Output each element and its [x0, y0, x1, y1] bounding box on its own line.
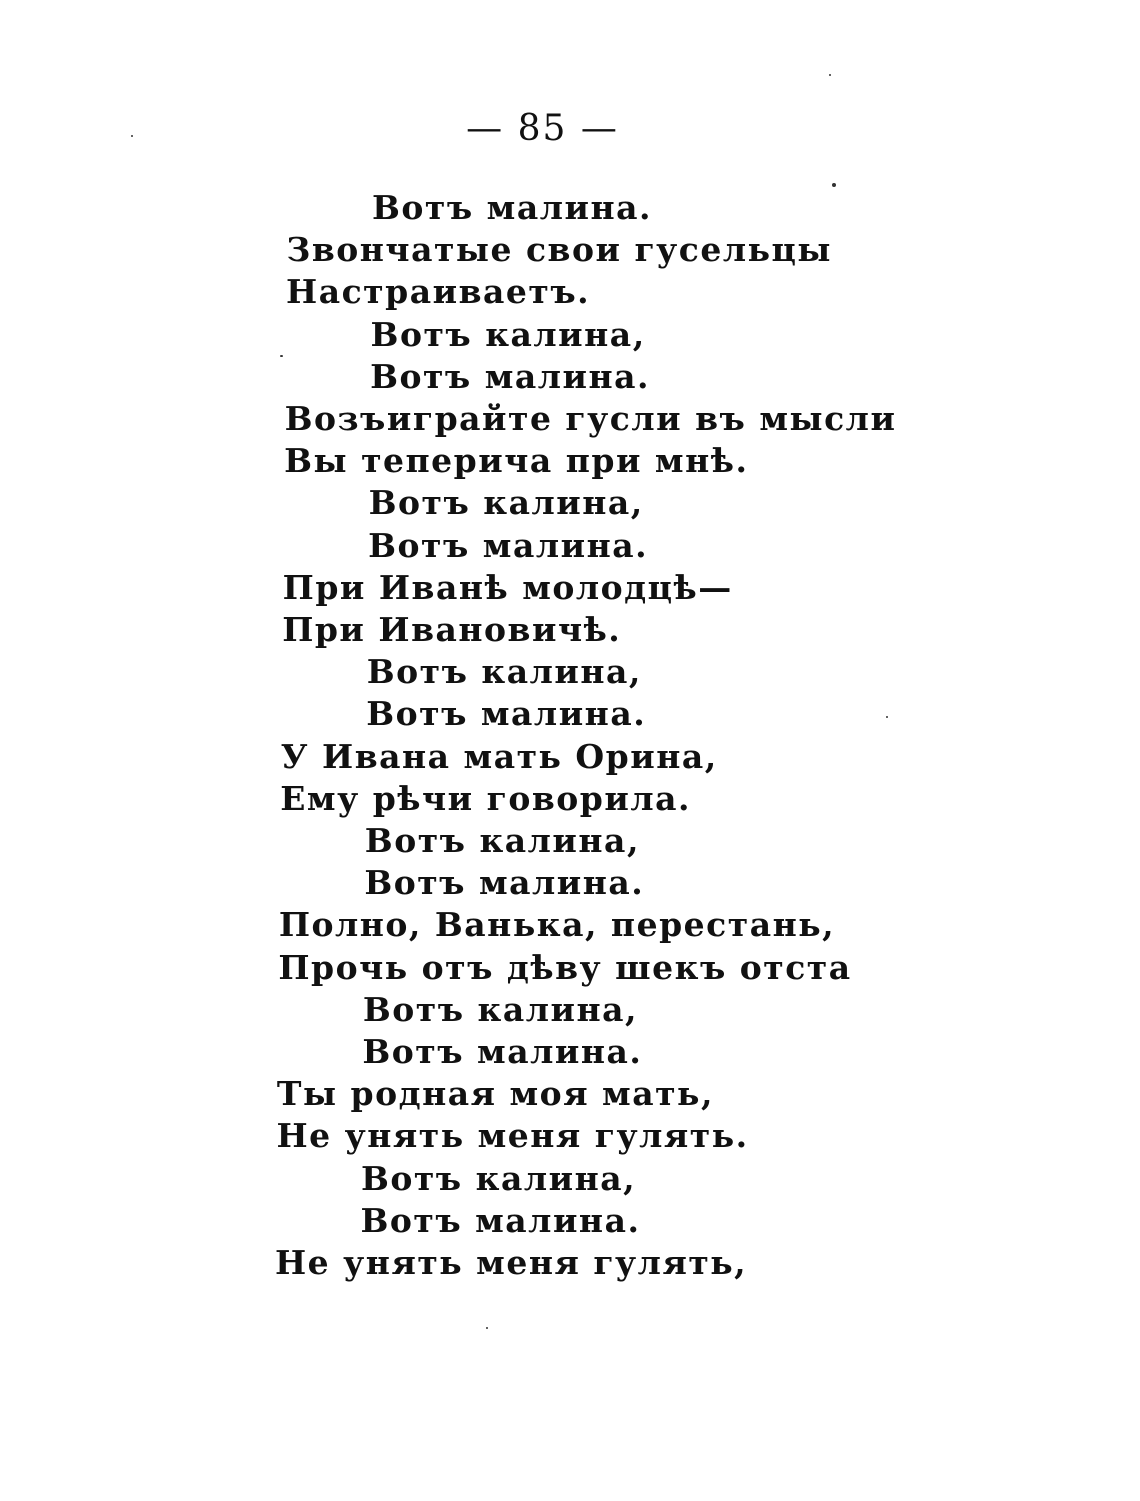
- verse-line: Ты родная моя мать,: [276, 1074, 714, 1114]
- scan-speck: [131, 135, 133, 137]
- verse-line: Звончатые свои гусельцы: [286, 230, 833, 270]
- verse-line: У Ивана мать Орина,: [280, 736, 718, 776]
- refrain-line: Вотъ малина.: [364, 863, 645, 903]
- refrain-line: Вотъ малина.: [370, 356, 651, 396]
- verse-line: При Иванѣ молодцѣ—: [282, 567, 733, 607]
- refrain-line: Вотъ малина.: [372, 188, 652, 227]
- verse-line: Ему рѣчи говорила.: [280, 778, 691, 818]
- refrain-line: Вотъ калина,: [364, 821, 640, 860]
- refrain-line: Вотъ малина.: [368, 525, 649, 565]
- scan-speck: [280, 355, 283, 357]
- refrain-line: Вотъ калина,: [368, 483, 644, 523]
- refrain-line: Вотъ малина.: [362, 1032, 643, 1071]
- refrain-line: Вотъ калина,: [370, 314, 646, 354]
- verse-line: Не унять меня гулять,: [275, 1243, 748, 1282]
- verse-line: Полно, Ванька, перестань,: [278, 905, 836, 945]
- scan-speck: [829, 74, 831, 76]
- verse-line: Вы теперича при мнѣ.: [284, 441, 749, 481]
- page-number: — 85 —: [466, 108, 619, 149]
- refrain-line: Вотъ калина,: [362, 989, 639, 1029]
- verse-line: Прочь отъ дѣву шекъ отста: [278, 947, 852, 987]
- verse-line: Возъиграйте гусли въ мысли: [284, 399, 897, 438]
- verse-line: При Ивановичѣ.: [282, 610, 622, 649]
- scan-speck: [886, 716, 888, 718]
- refrain-line: Вотъ калина,: [366, 652, 642, 692]
- scan-speck: [832, 183, 836, 187]
- refrain-line: Вотъ малина.: [366, 694, 647, 734]
- refrain-line: Вотъ малина.: [360, 1200, 641, 1240]
- verse-line: Настраиваетъ.: [286, 272, 591, 312]
- verse-line: Не унять меня гулять.: [276, 1116, 749, 1156]
- refrain-line: Вотъ калина,: [360, 1158, 637, 1198]
- scan-speck: [486, 1327, 488, 1329]
